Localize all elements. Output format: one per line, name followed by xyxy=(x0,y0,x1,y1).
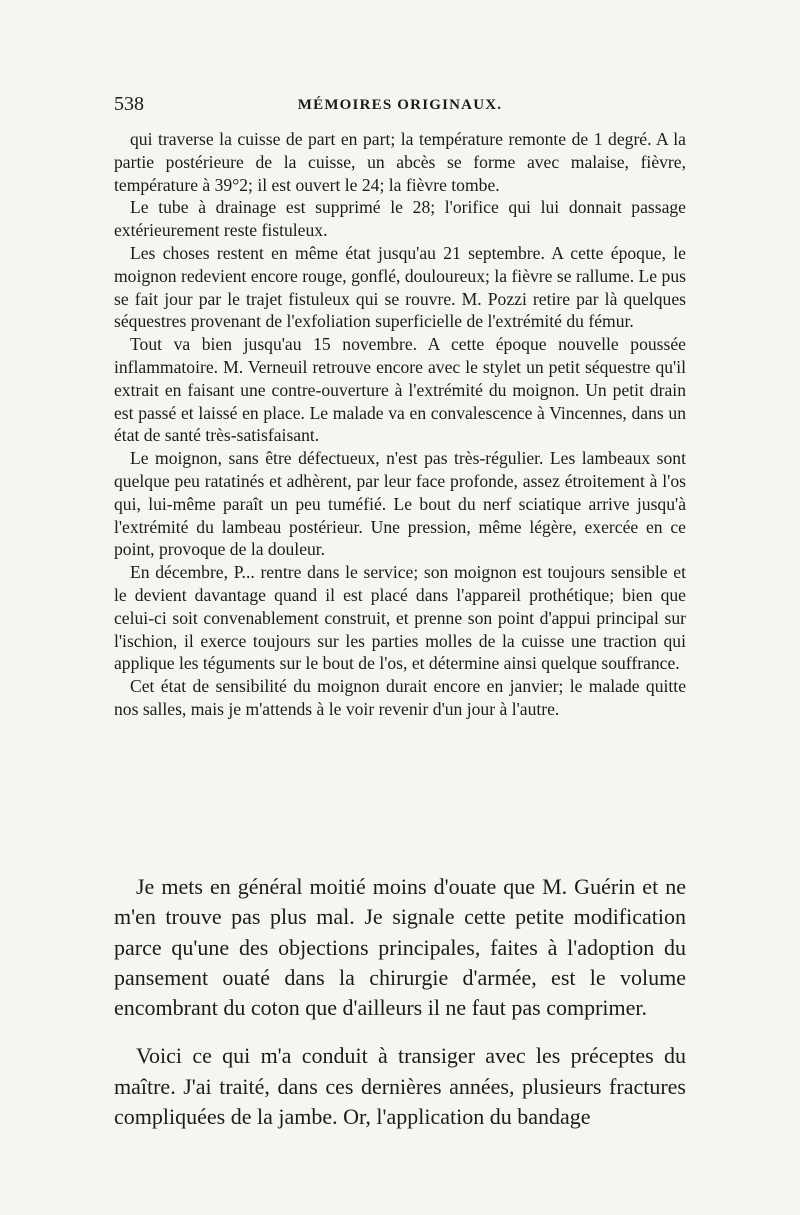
paragraph: Le moignon, sans être défectueux, n'est pas très-régulier. Les lambeaux sont quelque peu ratatinés et adhèrent, par leur face profonde, assez étroitement à l'os qui, lui-même paraît un peu tuméfié. Le bout du nerf sciatique arrive jusqu'à l'extrémité du lambeau postérieur. Une pression, même légère, exercée en ce point, provoque de la douleur. xyxy=(114,448,686,560)
paragraph: qui traverse la cuisse de part en part; la température remonte de 1 degré. A la partie postérieure de la cuisse, un abcès se forme avec malaise, fièvre, température à 39°2; il est ouvert le 24; la fièvre tombe. xyxy=(114,129,686,195)
page-header xyxy=(114,93,686,119)
paragraph: Cet état de sensibilité du moignon durait encore en janvier; le malade quitte nos salles, mais je m'attends à le voir revenir d'un jour à l'autre. xyxy=(114,676,686,719)
paragraph: Je mets en général moitié moins d'ouate que M. Guérin et ne m'en trouve pas plus mal. Je signale cette petite modification parce qu'une des objections principales, faites à l'adoption du pansement ouaté dans la chirurgie d'armée, est le volume encombrant du coton que d'ailleurs il ne faut pas comprimer. xyxy=(114,874,686,1021)
paragraph: Les choses restent en même état jusqu'au 21 septembre. A cette époque, le moignon redevient encore rouge, gonflé, douloureux; la fièvre se rallume. Le pus se fait jour par le trajet fistuleux qui se rouvre. M. Pozzi retire par là quelques séquestres provenant de l'exfoliation superficielle de l'extrémité du fémur. xyxy=(114,242,686,332)
case-report-text xyxy=(114,128,686,721)
paragraph: Tout va bien jusqu'au 15 novembre. A cette époque nouvelle poussée inflammatoire. M. Verneuil retrouve encore avec le stylet un petit séquestre qu'il extrait en faisant une contre-ouverture à l'extrémité du moignon. Un petit drain est passé et laissé en place. Le malade va en convalescence à Vincennes, dans un état de santé très-satisfaisant. xyxy=(114,334,686,446)
paragraph: Le tube à drainage est supprimé le 28; l'orifice qui lui donnait passage extérieurement reste fistuleux. xyxy=(114,197,686,241)
running-title: MÉMOIRES ORIGINAUX. xyxy=(297,97,503,113)
page-number: 538 xyxy=(114,93,144,115)
paragraph: Voici ce qui m'a conduit à transiger avec les préceptes du maître. J'ai traité, dans ces dernières années, plusieurs fractures compliquées de la jambe. Or, l'application du bandage xyxy=(114,1043,686,1130)
paragraph: En décembre, P... rentre dans le service; son moignon est toujours sensible et le devient davantage quand il est placé dans l'appareil prothétique; bien que celui-ci soit convenablement construit, et prenne son point d'appui principal sur l'ischion, il exerce toujours sur les parties molles de la cuisse une traction qui applique les téguments sur le bout de l'os, et détermine ainsi quelque souffrance. xyxy=(114,562,686,674)
main-text xyxy=(114,872,686,1132)
